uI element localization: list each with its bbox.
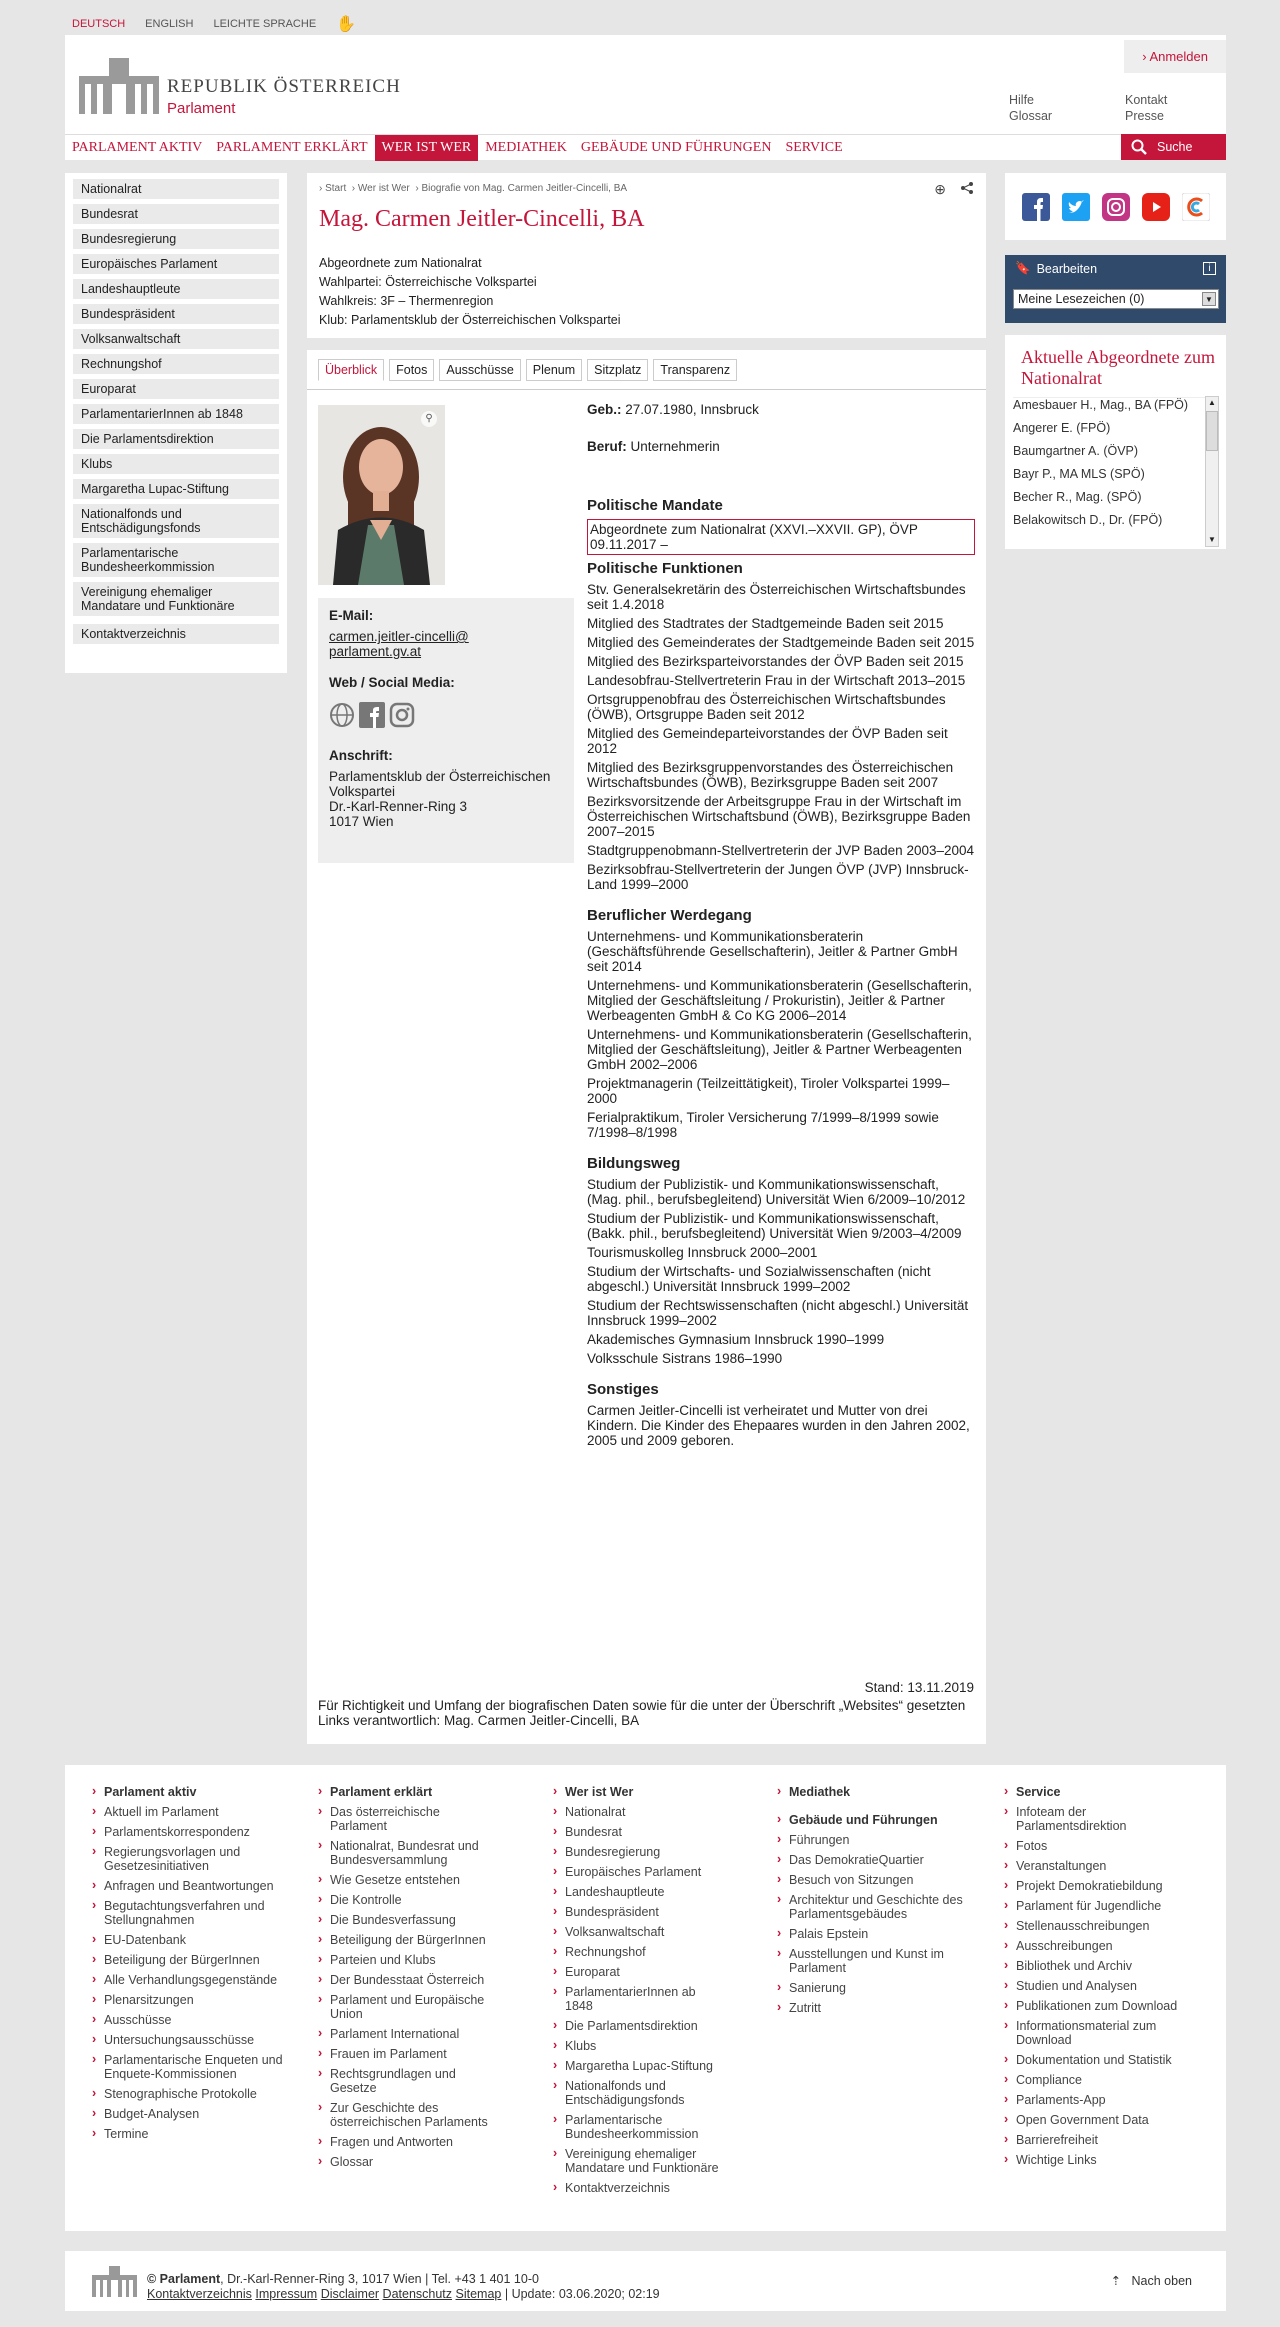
education-item: Studium der Publizistik- und Kommunikationswissenschaft, (Bakk. phil., berufsbegleitend) Universität Wien 9/2003–4/2009 bbox=[587, 1211, 962, 1241]
footer-link[interactable]: › Fragen und Antworten bbox=[318, 2135, 488, 2149]
function-item: Ortsgruppenobfrau des Österreichischen Wirtschaftsbundes (ÖWB), Ortsgruppe Baden seit 2012 bbox=[587, 692, 946, 722]
education-item: Tourismuskolleg Innsbruck 2000–2001 bbox=[587, 1245, 818, 1260]
footer-link[interactable]: › Dokumentation und Statistik bbox=[1004, 2053, 1184, 2067]
education-heading: Bildungsweg bbox=[587, 1155, 681, 1172]
address-label: Anschrift: bbox=[329, 748, 393, 763]
footer-link[interactable]: › Der Bundesstaat Österreich bbox=[318, 1973, 488, 1987]
career-item: Unternehmens- und Kommunikationsberaterin (Gesellschafterin, Mitglied der Geschäftsleitung / Prokuristin), Jeitler & Partner Werbeagenten GmbH & Co KG 2006–2014 bbox=[587, 978, 972, 1023]
facebook-icon[interactable] bbox=[359, 702, 385, 728]
footer-link[interactable]: › Margaretha Lupac-Stiftung bbox=[553, 2059, 723, 2073]
mp-list-item[interactable]: Becher R., Mag. (SPÖ) bbox=[1013, 490, 1142, 504]
footer-link-sitemap[interactable]: Sitemap bbox=[455, 2287, 502, 2301]
main-navigation bbox=[65, 134, 1226, 160]
function-item: Stv. Generalsekretärin des Österreichischen Wirtschaftsbundes seit 1.4.2018 bbox=[587, 582, 966, 612]
footer-link[interactable]: › Europäisches Parlament bbox=[553, 1865, 723, 1879]
footer-heading[interactable]: › Service bbox=[1004, 1785, 1184, 1799]
footer-link[interactable]: › Open Government Data bbox=[1004, 2113, 1184, 2127]
footer-link[interactable]: › Nationalrat bbox=[553, 1805, 723, 1819]
footer-link[interactable]: › Alle Verhandlungsgegenstände bbox=[92, 1973, 292, 1987]
footer-link[interactable]: › Landeshauptleute bbox=[553, 1885, 723, 1899]
education-item: Volksschule Sistrans 1986–1990 bbox=[587, 1351, 783, 1366]
sidebar-item-nationalfonds[interactable]: Nationalfonds und Entschädigungsfonds bbox=[73, 504, 279, 538]
mp-role: Abgeordnete zum Nationalrat bbox=[319, 256, 482, 270]
email-link[interactable]: carmen.jeitler-cincelli@ parlament.gv.at bbox=[329, 629, 469, 659]
footer-link[interactable]: › Glossar bbox=[318, 2155, 488, 2169]
footer-link[interactable]: › Volksanwaltschaft bbox=[553, 1925, 723, 1939]
breadcrumb bbox=[319, 183, 627, 194]
contact-box bbox=[318, 598, 574, 863]
footer-link[interactable]: › Bundespräsident bbox=[553, 1905, 723, 1919]
mp-club: Klub: Parlamentsklub der Österreichischen Volkspartei bbox=[319, 313, 621, 327]
tab-transparenz[interactable]: Transparenz bbox=[653, 359, 737, 381]
tab-ausschuesse[interactable]: Ausschüsse bbox=[439, 359, 520, 381]
footer-sitemap bbox=[65, 1765, 1226, 2231]
mandates-heading: Politische Mandate bbox=[587, 497, 723, 514]
arrow-up-icon: ⇡ bbox=[1110, 2274, 1125, 2288]
footer-heading[interactable]: › Gebäude und Führungen bbox=[777, 1813, 967, 1827]
footer-link-kontaktverzeichnis[interactable]: Kontaktverzeichnis bbox=[147, 2287, 252, 2301]
sidebar-item-parlamentarier[interactable]: ParlamentarierInnen ab 1848 bbox=[73, 404, 279, 424]
dropdown-arrow-icon: ▼ bbox=[1202, 292, 1216, 306]
nav-parlament-aktiv[interactable]: PARLAMENT AKTIV bbox=[72, 139, 203, 155]
bookmarks-panel bbox=[1005, 255, 1226, 323]
footer-link[interactable]: › Parlamentskorrespondenz bbox=[92, 1825, 292, 1839]
page-tools bbox=[934, 181, 974, 198]
bookmarks-select[interactable]: Meine Lesezeichen (0) ▼ bbox=[1013, 289, 1219, 309]
sidebar-item-europaeisches-parlament[interactable]: Europäisches Parlament bbox=[73, 254, 279, 274]
footer-link[interactable]: › Beteiligung der BürgerInnen bbox=[92, 1953, 292, 1967]
footer-link[interactable]: › Führungen bbox=[777, 1833, 967, 1847]
footer-link[interactable]: › Die Parlamentsdirektion bbox=[553, 2019, 723, 2033]
footer-link[interactable]: › Bundesregierung bbox=[553, 1845, 723, 1859]
glossary-link[interactable]: Glossar bbox=[1009, 109, 1053, 123]
footer-link[interactable]: › Stellenausschreibungen bbox=[1004, 1919, 1184, 1933]
footer-link[interactable]: › Parlament International bbox=[318, 2027, 488, 2041]
footer-link[interactable]: › Projekt Demokratiebildung bbox=[1004, 1879, 1184, 1893]
search-button[interactable] bbox=[1121, 134, 1226, 160]
profile-tabs bbox=[318, 359, 737, 381]
contact-link[interactable]: Kontakt bbox=[1125, 93, 1168, 107]
footer-link[interactable]: › Ausschüsse bbox=[92, 2013, 292, 2027]
copyright-org: © Parlament bbox=[147, 2272, 221, 2286]
mp-party: Wahlpartei: Österreichische Volkspartei bbox=[319, 275, 537, 289]
footer-link[interactable]: › Das DemokratieQuartier bbox=[777, 1853, 967, 1867]
lang-english[interactable]: ENGLISH bbox=[145, 18, 194, 30]
nav-parlament-erklaert[interactable]: PARLAMENT ERKLÄRT bbox=[216, 139, 368, 155]
footer-link[interactable]: › Zutritt bbox=[777, 2001, 967, 2015]
back-to-top-link[interactable]: ⇡ Nach oben bbox=[1110, 2274, 1192, 2288]
address-line-3: 1017 Wien bbox=[329, 814, 394, 829]
sidebar-item-klubs[interactable]: Klubs bbox=[73, 454, 279, 474]
function-item: Mitglied des Gemeindeparteivorstandes der ÖVP Baden seit 2012 bbox=[587, 726, 948, 756]
footer-link-datenschutz[interactable]: Datenschutz bbox=[382, 2287, 453, 2301]
footer-link[interactable]: › Palais Epstein bbox=[777, 1927, 967, 1941]
career-item: Projektmanagerin (Teilzeittätigkeit), Tiroler Volkspartei 1999–2000 bbox=[587, 1076, 950, 1106]
mp-list-item[interactable]: Angerer E. (FPÖ) bbox=[1013, 421, 1111, 435]
sign-language-icon[interactable]: ✋ bbox=[336, 16, 357, 33]
mp-list-item[interactable]: Belakowitsch D., Dr. (FPÖ) bbox=[1013, 513, 1163, 527]
scroll-thumb[interactable] bbox=[1206, 411, 1218, 451]
facebook-icon[interactable] bbox=[1022, 193, 1050, 221]
social-media-bar bbox=[1005, 173, 1226, 240]
last-updated: Stand: 13.11.2019 bbox=[864, 1680, 974, 1695]
mp-list-item[interactable]: Amesbauer H., Mag., BA (FPÖ) bbox=[1013, 398, 1189, 412]
footer-link[interactable]: › Aktuell im Parlament bbox=[92, 1805, 292, 1819]
footer-link[interactable]: › Stenographische Protokolle bbox=[92, 2087, 292, 2101]
function-item: Mitglied des Stadtrates der Stadtgemeinde Baden seit 2015 bbox=[587, 616, 944, 631]
education-item: Studium der Wirtschafts- und Sozialwissenschaften (nicht abgeschl.) Universität Innsbruck 1999–2002 bbox=[587, 1264, 931, 1294]
function-item: Mitglied des Bezirksgruppenvorstandes des Österreichischen Wirtschaftsbundes (ÖWB), Bezirksgruppe Baden seit 2007 bbox=[587, 760, 954, 790]
footer-link[interactable]: › Beteiligung der BürgerInnen bbox=[318, 1933, 488, 1947]
demokratiewebstatt-icon[interactable] bbox=[1182, 193, 1210, 221]
press-link[interactable]: Presse bbox=[1125, 109, 1164, 123]
footer-link[interactable]: › Die Bundesverfassung bbox=[318, 1913, 488, 1927]
scroll-down-icon[interactable]: ▼ bbox=[1208, 535, 1216, 544]
footer-link-disclaimer[interactable]: Disclaimer bbox=[320, 2287, 380, 2301]
login-button[interactable]: › Anmelden bbox=[1124, 40, 1226, 73]
parliament-logo[interactable] bbox=[79, 56, 401, 117]
footer-link[interactable]: › ParlamentarierInnen ab 1848 bbox=[553, 1985, 723, 2013]
nav-wer-ist-wer[interactable]: WER IST WER bbox=[375, 135, 479, 161]
instagram-icon[interactable] bbox=[389, 702, 415, 728]
footer-link[interactable]: › Bibliothek und Archiv bbox=[1004, 1959, 1184, 1973]
footer-link[interactable]: › Parlament für Jugendliche bbox=[1004, 1899, 1184, 1913]
sidebar-item-vereinigung[interactable]: Vereinigung ehemaliger Mandatare und Funktionäre bbox=[73, 582, 279, 616]
footer-col-parlament-erklaert bbox=[318, 1785, 488, 2175]
birth-info: Geb.: 27.07.1980, Innsbruck bbox=[587, 402, 759, 417]
sidebar-item-volksanwaltschaft[interactable]: Volksanwaltschaft bbox=[73, 329, 279, 349]
sidebar-item-landeshauptleute[interactable]: Landeshauptleute bbox=[73, 279, 279, 299]
portrait-image bbox=[318, 405, 445, 585]
sidebar-item-europarat[interactable]: Europarat bbox=[73, 379, 279, 399]
bookmark-icon: 🔖 bbox=[1015, 261, 1031, 275]
footer-link[interactable]: › Rechnungshof bbox=[553, 1945, 723, 1959]
footer-link[interactable]: › Parlamentarische Enqueten und Enquete-Kommissionen bbox=[92, 2053, 292, 2081]
mps-scrollbar[interactable] bbox=[1205, 396, 1219, 547]
bookmarks-header[interactable]: 🔖 Bearbeiten bbox=[1015, 261, 1098, 276]
career-list bbox=[587, 929, 975, 1140]
chevron-right-icon: › bbox=[1142, 49, 1150, 64]
footer-link[interactable]: › Nationalfonds und Entschädigungsfonds bbox=[553, 2079, 723, 2107]
footer-link[interactable]: › Parlamentarische Bundesheerkommission bbox=[553, 2113, 723, 2141]
sidebar-item-bundesheerkommission[interactable]: Parlamentarische Bundesheerkommission bbox=[73, 543, 279, 577]
career-item: Unternehmens- und Kommunikationsberaterin (Gesellschafterin, Mitglied der Geschäftsleitung), Jeitler & Partner Werbeagenten GmbH 2002–2006 bbox=[587, 1027, 972, 1072]
footer-col-wer-ist-wer bbox=[553, 1785, 723, 2201]
footer-col-parlament-aktiv bbox=[92, 1785, 292, 2147]
footer-link[interactable]: › Wichtige Links bbox=[1004, 2153, 1184, 2167]
footer-link[interactable]: › EU-Datenbank bbox=[92, 1933, 292, 1947]
nav-service[interactable]: SERVICE bbox=[785, 139, 843, 155]
job-info: Beruf: Unternehmerin bbox=[587, 439, 720, 454]
email-label: E-Mail: bbox=[329, 608, 374, 623]
footer-link[interactable]: › Besuch von Sitzungen bbox=[777, 1873, 967, 1887]
footer-heading[interactable]: › Parlament erklärt bbox=[318, 1785, 488, 1799]
mp-district: Wahlkreis: 3F – Thermenregion bbox=[319, 294, 494, 308]
footer-link[interactable]: › Klubs bbox=[553, 2039, 723, 2053]
footer-link[interactable]: › Parteien und Klubs bbox=[318, 1953, 488, 1967]
footer-link[interactable]: › Regierungsvorlagen und Gesetzesinitiativen bbox=[92, 1845, 292, 1873]
footer-link[interactable]: › Fotos bbox=[1004, 1839, 1184, 1853]
tabs-divider bbox=[307, 389, 986, 390]
footer-link[interactable]: › Das österreichische Parlament bbox=[318, 1805, 488, 1833]
logo-title: REPUBLIK ÖSTERREICH bbox=[167, 76, 401, 97]
footer-link[interactable]: › Parlament und Europäische Union bbox=[318, 1993, 488, 2021]
portrait-photo[interactable] bbox=[318, 405, 445, 585]
function-item: Bezirksobfrau-Stellvertreterin der Jungen ÖVP (JVP) Innsbruck-Land 1999–2000 bbox=[587, 862, 969, 892]
mandate-item[interactable]: Abgeordnete zum Nationalrat (XXVI.–XXVII. GP), ÖVP 09.11.2017 – bbox=[587, 519, 975, 555]
footer-col-mediathek bbox=[777, 1785, 967, 2021]
add-bookmark-icon[interactable]: ⊕ bbox=[934, 181, 946, 197]
functions-list bbox=[587, 582, 975, 892]
breadcrumb-chevron-icon: › bbox=[319, 183, 326, 194]
current-mps-panel bbox=[1005, 335, 1226, 549]
breadcrumb-chevron-icon: › bbox=[351, 183, 358, 194]
footer-link[interactable]: › Rechtsgrundlagen und Gesetze bbox=[318, 2067, 488, 2095]
other-heading: Sonstiges bbox=[587, 1381, 659, 1398]
current-mps-list bbox=[1013, 397, 1213, 543]
footer-link[interactable]: › Ausschreibungen bbox=[1004, 1939, 1184, 1953]
education-list bbox=[587, 1177, 975, 1366]
social-links bbox=[329, 702, 563, 728]
career-item: Unternehmens- und Kommunikationsberaterin (Geschäftsführende Gesellschafterin), Jeitler & Partner GmbH seit 2014 bbox=[587, 929, 958, 974]
page-title: Mag. Carmen Jeitler-Cincelli, BA bbox=[319, 206, 645, 232]
tab-fotos[interactable]: Fotos bbox=[389, 359, 434, 381]
instagram-icon[interactable] bbox=[1102, 193, 1130, 221]
education-item: Studium der Rechtswissenschaften (nicht abgeschl.) Universität Innsbruck 1999–2002 bbox=[587, 1298, 969, 1328]
current-mps-title: Aktuelle Abgeordnete zum Nationalrat bbox=[1021, 347, 1215, 388]
sidebar-item-bundesregierung[interactable]: Bundesregierung bbox=[73, 229, 279, 249]
search-icon bbox=[1131, 139, 1147, 155]
function-item: Mitglied des Gemeinderates der Stadtgemeinde Baden seit 2015 bbox=[587, 635, 975, 650]
twitter-icon[interactable] bbox=[1062, 193, 1090, 221]
footer-link[interactable]: › Barrierefreiheit bbox=[1004, 2133, 1184, 2147]
mp-list-item[interactable]: Bayr P., MA MLS (SPÖ) bbox=[1013, 467, 1145, 481]
education-item: Studium der Publizistik- und Kommunikationswissenschaft, (Mag. phil., berufsbegleitend) Universität Wien 6/2009–10/2012 bbox=[587, 1177, 966, 1207]
footer-link[interactable]: › Begutachtungsverfahren und Stellungnahmen bbox=[92, 1899, 292, 1927]
footer-link[interactable]: › Die Kontrolle bbox=[318, 1893, 488, 1907]
web-label: Web / Social Media: bbox=[329, 675, 455, 690]
footer-link[interactable]: › Europarat bbox=[553, 1965, 723, 1979]
breadcrumb-wer-ist-wer[interactable]: Wer ist Wer bbox=[357, 183, 410, 194]
share-icon[interactable] bbox=[960, 181, 974, 195]
nav-gebaeude-fuehrungen[interactable]: GEBÄUDE UND FÜHRUNGEN bbox=[580, 139, 772, 155]
responsibility-note: Für Richtigkeit und Umfang der biografischen Daten sowie für die unter der Überschrift „Websites“ gesetzten Links verantwortlich: Mag. Carmen Jeitler-Cincelli, BA bbox=[318, 1698, 966, 1728]
parliament-building-icon bbox=[79, 56, 159, 116]
footer-link[interactable]: › Publikationen zum Download bbox=[1004, 1999, 1184, 2013]
footer-link[interactable]: › Budget-Analysen bbox=[92, 2107, 292, 2121]
footer-link[interactable]: › Termine bbox=[92, 2127, 292, 2141]
logo-subtitle: Parlament bbox=[167, 100, 236, 117]
tab-sitzplatz[interactable]: Sitzplatz bbox=[587, 359, 648, 381]
biography-details bbox=[587, 402, 975, 1448]
footer-link[interactable]: › Studien und Analysen bbox=[1004, 1979, 1184, 1993]
function-item: Landesobfrau-Stellvertreterin Frau in der Wirtschaft 2013–2015 bbox=[587, 673, 966, 688]
function-item: Mitglied des Bezirksparteivorstandes der ÖVP Baden seit 2015 bbox=[587, 654, 964, 669]
footer-link-impressum[interactable]: Impressum bbox=[255, 2287, 318, 2301]
education-item: Akademisches Gymnasium Innsbruck 1990–1999 bbox=[587, 1332, 885, 1347]
sidebar-item-bundespraesident[interactable]: Bundespräsident bbox=[73, 304, 279, 324]
footer-heading[interactable]: › Mediathek bbox=[777, 1785, 967, 1799]
sidebar bbox=[65, 173, 287, 673]
footer-link[interactable]: › Sanierung bbox=[777, 1981, 967, 1995]
footer-link[interactable]: › Ausstellungen und Kunst im Parlament bbox=[777, 1947, 967, 1975]
other-text: Carmen Jeitler-Cincelli ist verheiratet und Mutter von drei Kindern. Die Kinder des Ehepaares wurden in den Jahren 2002, 2005 und 2009 geboren. bbox=[587, 1403, 970, 1448]
footer-link[interactable]: › Compliance bbox=[1004, 2073, 1184, 2087]
career-heading: Beruflicher Werdegang bbox=[587, 907, 752, 924]
parliament-logo-small-icon[interactable] bbox=[92, 2265, 137, 2297]
bottom-bar bbox=[65, 2251, 1226, 2311]
footer-link[interactable]: › Wie Gesetze entstehen bbox=[318, 1873, 488, 1887]
functions-heading: Politische Funktionen bbox=[587, 560, 743, 577]
sidebar-item-parlamentsdirektion[interactable]: Die Parlamentsdirektion bbox=[73, 429, 279, 449]
footer-link[interactable]: › Anfragen und Beantwortungen bbox=[92, 1879, 292, 1893]
breadcrumb-start[interactable]: Start bbox=[325, 183, 347, 194]
address-line-2: Dr.-Karl-Renner-Ring 3 bbox=[329, 799, 468, 814]
footer-heading[interactable]: › Wer ist Wer bbox=[553, 1785, 723, 1799]
copyright-address: , Dr.-Karl-Renner-Ring 3, 1017 Wien | Tel. +43 1 401 10-0 bbox=[220, 2272, 539, 2286]
footer-link[interactable]: › Parlaments-App bbox=[1004, 2093, 1184, 2107]
youtube-icon[interactable] bbox=[1142, 193, 1170, 221]
footer-link[interactable]: › Architektur und Geschichte des Parlamentsgebäudes bbox=[777, 1893, 967, 1921]
breadcrumb-current: Biografie von Mag. Carmen Jeitler-Cincelli, BA bbox=[421, 183, 628, 194]
help-link[interactable]: Hilfe bbox=[1009, 93, 1035, 107]
lang-deutsch[interactable]: DEUTSCH bbox=[72, 18, 126, 30]
career-item: Ferialpraktikum, Tiroler Versicherung 7/1999–8/1999 sowie 7/1998–8/1998 bbox=[587, 1110, 939, 1140]
mp-list-item[interactable]: Baumgartner A. (ÖVP) bbox=[1013, 444, 1139, 458]
sidebar-item-kontaktverzeichnis[interactable]: Kontaktverzeichnis bbox=[73, 624, 279, 644]
utility-links bbox=[1009, 93, 1215, 123]
search-label: Suche bbox=[1157, 140, 1193, 154]
footer-link[interactable]: › Zur Geschichte des österreichischen Parlaments bbox=[318, 2101, 488, 2129]
footer-link[interactable]: › Frauen im Parlament bbox=[318, 2047, 488, 2061]
language-bar bbox=[72, 14, 356, 34]
address-line-1: Parlamentsklub der Österreichischen Volkspartei bbox=[329, 769, 551, 799]
scroll-up-icon[interactable]: ▲ bbox=[1208, 398, 1216, 407]
zoom-icon[interactable]: ⚲ bbox=[421, 411, 437, 427]
profile-header bbox=[307, 173, 986, 338]
mp-summary bbox=[319, 254, 621, 330]
footer-heading[interactable]: › Parlament aktiv bbox=[92, 1785, 292, 1799]
tab-ueberblick[interactable]: Überblick bbox=[318, 359, 384, 381]
tab-plenum[interactable]: Plenum bbox=[526, 359, 582, 381]
sidebar-item-rechnungshof[interactable]: Rechnungshof bbox=[73, 354, 279, 374]
footer-col-service bbox=[1004, 1785, 1184, 2173]
copyright-info bbox=[147, 2272, 660, 2302]
footer-link[interactable]: › Bundesrat bbox=[553, 1825, 723, 1839]
breadcrumb-chevron-icon: › bbox=[415, 183, 422, 194]
footer-link[interactable]: › Kontaktverzeichnis bbox=[553, 2181, 723, 2195]
footer-link[interactable]: › Untersuchungsausschüsse bbox=[92, 2033, 292, 2047]
function-item: Stadtgruppenobmann-Stellvertreterin der JVP Baden 2003–2004 bbox=[587, 843, 975, 858]
info-icon[interactable]: i bbox=[1203, 262, 1216, 275]
function-item: Bezirksvorsitzende der Arbeitsgruppe Frau in der Wirtschaft im Österreichischen Wirtschaftsbund (ÖWB), Bezirksgruppe Baden 2007–2015 bbox=[587, 794, 971, 839]
sidebar-item-nationalrat[interactable]: Nationalrat bbox=[73, 179, 279, 199]
nav-mediathek[interactable]: MEDIATHEK bbox=[485, 139, 567, 155]
sidebar-item-bundesrat[interactable]: Bundesrat bbox=[73, 204, 279, 224]
update-info: | Update: 03.06.2020; 02:19 bbox=[504, 2287, 660, 2301]
sidebar-item-lupac-stiftung[interactable]: Margaretha Lupac-Stiftung bbox=[73, 479, 279, 499]
website-globe-icon[interactable] bbox=[329, 702, 355, 728]
lang-leichte-sprache[interactable]: LEICHTE SPRACHE bbox=[213, 18, 317, 30]
footer-link[interactable]: › Vereinigung ehemaliger Mandatare und Funktionäre bbox=[553, 2147, 723, 2175]
footer-link[interactable]: › Nationalrat, Bundesrat und Bundesversammlung bbox=[318, 1839, 488, 1867]
footer-link[interactable]: › Informationsmaterial zum Download bbox=[1004, 2019, 1184, 2047]
footer-link[interactable]: › Plenarsitzungen bbox=[92, 1993, 292, 2007]
footer-link[interactable]: › Infoteam der Parlamentsdirektion bbox=[1004, 1805, 1184, 1833]
profile-content bbox=[307, 350, 986, 1744]
footer-link[interactable]: › Veranstaltungen bbox=[1004, 1859, 1184, 1873]
